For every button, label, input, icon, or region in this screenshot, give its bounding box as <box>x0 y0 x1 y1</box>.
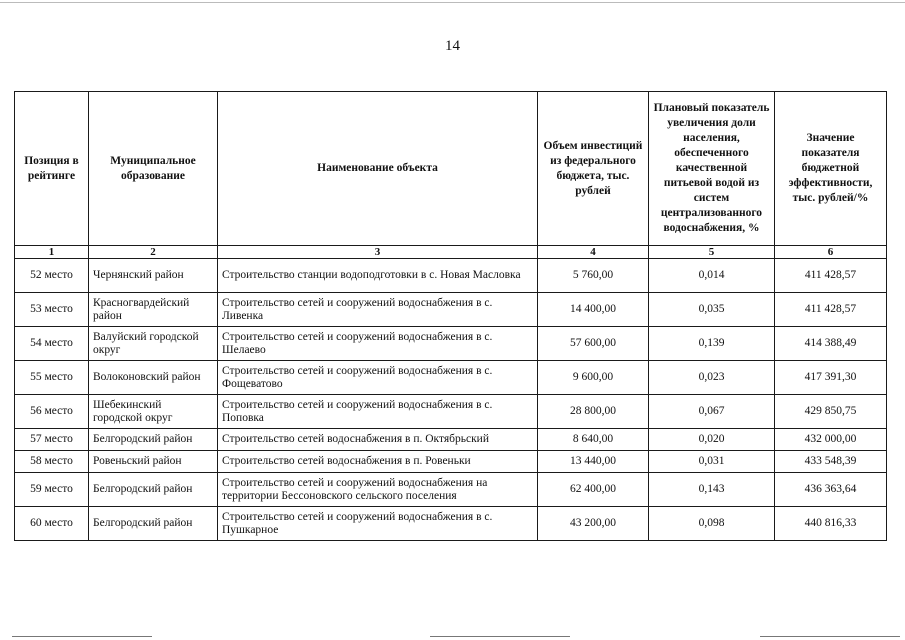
bottom-edge-rule <box>760 636 900 637</box>
header-position: Позиция в рейтинге <box>15 92 89 246</box>
header-municipality: Муниципальное образование <box>89 92 218 246</box>
table-row <box>15 327 887 361</box>
column-number: 3 <box>218 246 538 259</box>
share-cell: 0,139 <box>649 327 775 361</box>
column-number: 6 <box>775 246 887 259</box>
bottom-edge-rule <box>430 636 570 637</box>
municipality-cell: Чернянский район <box>89 259 218 293</box>
municipality-cell: Ровеньский район <box>89 451 218 473</box>
column-number: 5 <box>649 246 775 259</box>
investment-cell: 8 640,00 <box>538 429 649 451</box>
share-cell: 0,098 <box>649 507 775 541</box>
position-cell: 58 место <box>15 451 89 473</box>
header-object: Наименование объекта <box>218 92 538 246</box>
efficiency-cell: 440 816,33 <box>775 507 887 541</box>
efficiency-cell: 432 000,00 <box>775 429 887 451</box>
municipality-cell: Белгородский район <box>89 429 218 451</box>
investment-cell: 9 600,00 <box>538 361 649 395</box>
table-row <box>15 429 887 451</box>
rating-table <box>14 91 887 541</box>
share-cell: 0,067 <box>649 395 775 429</box>
investment-cell: 5 760,00 <box>538 259 649 293</box>
object-cell: Строительство сетей и сооружений водоснабжения в с. Фощеватово <box>218 361 538 395</box>
top-edge-rule <box>0 2 905 3</box>
position-cell: 53 место <box>15 293 89 327</box>
position-cell: 59 место <box>15 473 89 507</box>
object-cell: Строительство сетей и сооружений водоснабжения в с. Шелаево <box>218 327 538 361</box>
table-row <box>15 507 887 541</box>
page-number: 14 <box>445 38 460 54</box>
object-cell: Строительство сетей водоснабжения в п. Октябрьский <box>218 429 538 451</box>
table-row <box>15 451 887 473</box>
share-cell: 0,035 <box>649 293 775 327</box>
object-cell: Строительство станции водоподготовки в с. Новая Масловка <box>218 259 538 293</box>
efficiency-cell: 411 428,57 <box>775 259 887 293</box>
share-cell: 0,014 <box>649 259 775 293</box>
position-cell: 52 место <box>15 259 89 293</box>
object-cell: Строительство сетей и сооружений водоснабжения на территории Бессоновского сельского поселения <box>218 473 538 507</box>
header-efficiency: Значение показателя бюджетной эффективности, тыс. рублей/% <box>775 92 887 246</box>
municipality-cell: Белгородский район <box>89 507 218 541</box>
share-cell: 0,143 <box>649 473 775 507</box>
municipality-cell: Красногвардейский район <box>89 293 218 327</box>
table-row <box>15 473 887 507</box>
municipality-cell: Белгородский район <box>89 473 218 507</box>
share-cell: 0,020 <box>649 429 775 451</box>
investment-cell: 62 400,00 <box>538 473 649 507</box>
position-cell: 60 место <box>15 507 89 541</box>
municipality-cell: Шебекинский городской округ <box>89 395 218 429</box>
efficiency-cell: 433 548,39 <box>775 451 887 473</box>
efficiency-cell: 417 391,30 <box>775 361 887 395</box>
municipality-cell: Волоконовский район <box>89 361 218 395</box>
investment-cell: 13 440,00 <box>538 451 649 473</box>
investment-cell: 57 600,00 <box>538 327 649 361</box>
column-number: 2 <box>89 246 218 259</box>
municipality-cell: Валуйский городской округ <box>89 327 218 361</box>
share-cell: 0,023 <box>649 361 775 395</box>
efficiency-cell: 414 388,49 <box>775 327 887 361</box>
position-cell: 55 место <box>15 361 89 395</box>
column-number: 4 <box>538 246 649 259</box>
object-cell: Строительство сетей водоснабжения в п. Ровеньки <box>218 451 538 473</box>
column-number-row <box>15 246 887 259</box>
table-row <box>15 293 887 327</box>
efficiency-cell: 429 850,75 <box>775 395 887 429</box>
object-cell: Строительство сетей и сооружений водоснабжения в с. Поповка <box>218 395 538 429</box>
position-cell: 54 место <box>15 327 89 361</box>
position-cell: 57 место <box>15 429 89 451</box>
efficiency-cell: 411 428,57 <box>775 293 887 327</box>
column-number: 1 <box>15 246 89 259</box>
object-cell: Строительство сетей и сооружений водоснабжения в с. Ливенка <box>218 293 538 327</box>
efficiency-cell: 436 363,64 <box>775 473 887 507</box>
table-row <box>15 361 887 395</box>
position-cell: 56 место <box>15 395 89 429</box>
object-cell: Строительство сетей и сооружений водоснабжения в с. Пушкарное <box>218 507 538 541</box>
investment-cell: 14 400,00 <box>538 293 649 327</box>
bottom-edge-rule <box>12 636 152 637</box>
table-row <box>15 395 887 429</box>
investment-cell: 28 800,00 <box>538 395 649 429</box>
header-share: Плановый показатель увеличения доли населения, обеспеченного качественной питьевой водой из систем централизованного водоснабжения, % <box>649 92 775 246</box>
header-row <box>15 92 887 246</box>
share-cell: 0,031 <box>649 451 775 473</box>
table-row <box>15 259 887 293</box>
investment-cell: 43 200,00 <box>538 507 649 541</box>
header-investment: Объем инвестиций из федерального бюджета, тыс. рублей <box>538 92 649 246</box>
